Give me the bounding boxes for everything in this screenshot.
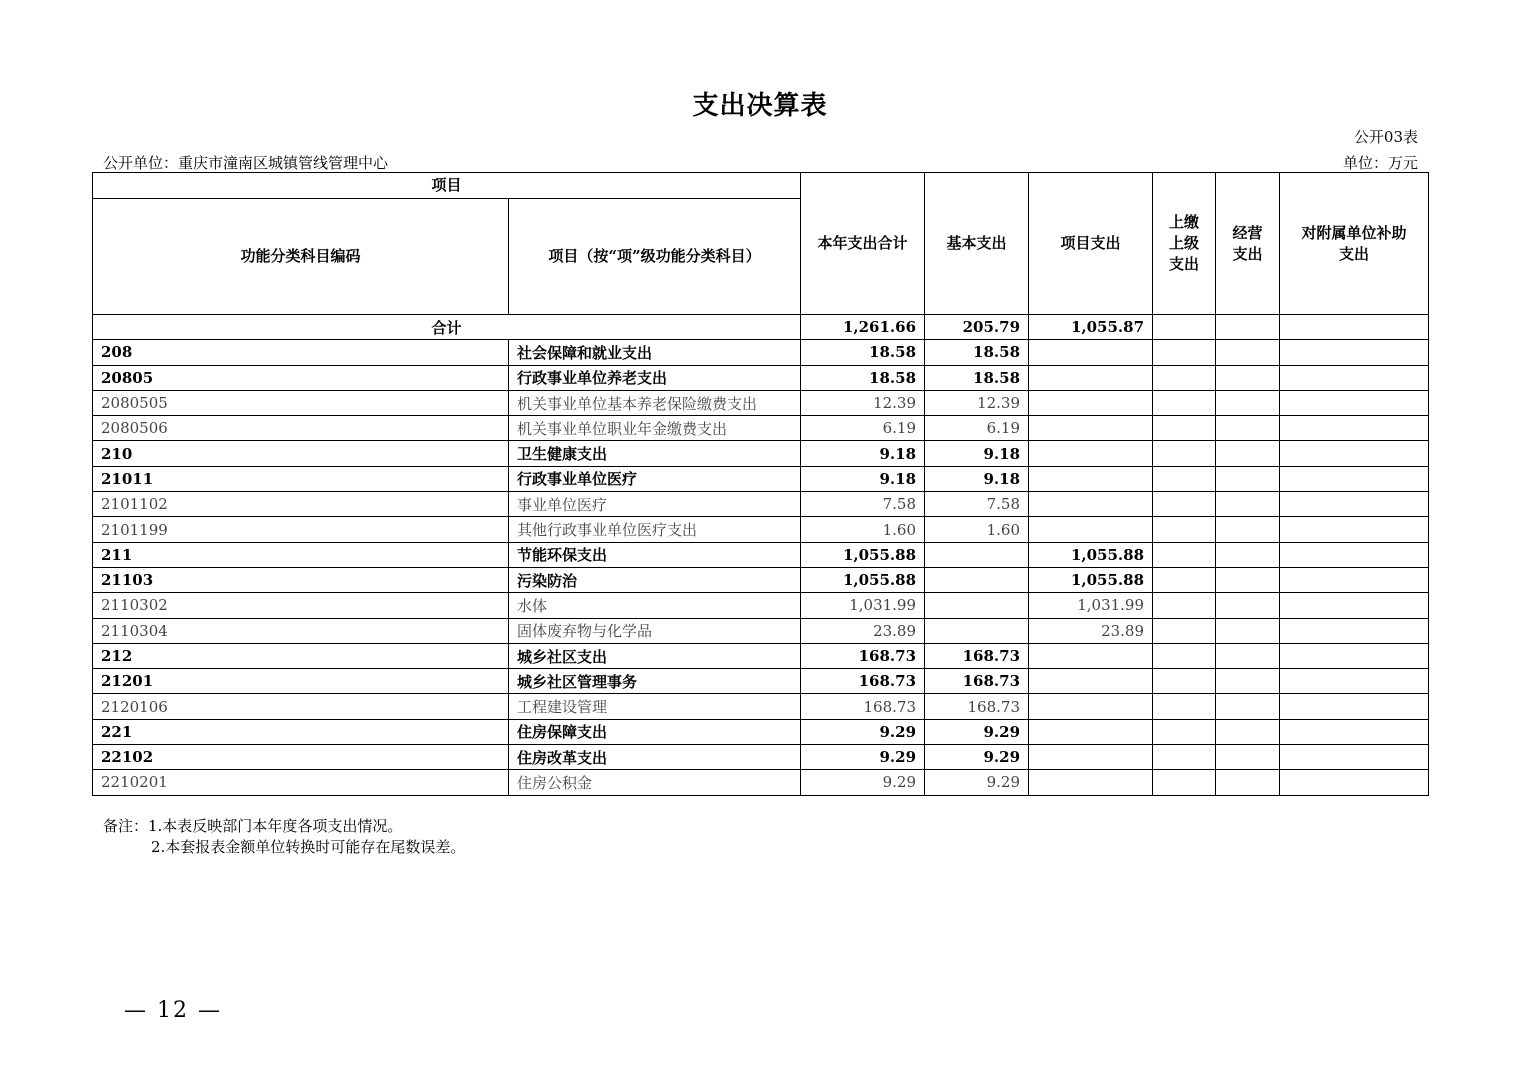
header-total: 本年支出合计 <box>801 173 925 315</box>
row-item-name: 机关事业单位职业年金缴费支出 <box>509 416 801 441</box>
table-row <box>93 492 1429 517</box>
row-basic: 168.73 <box>925 643 1029 668</box>
row-upper <box>1153 517 1216 542</box>
table-row <box>93 416 1429 441</box>
total-label: 合计 <box>93 315 801 340</box>
row-basic: 9.18 <box>925 466 1029 491</box>
row-code: 2110304 <box>93 618 509 643</box>
row-business <box>1216 618 1280 643</box>
row-business <box>1216 694 1280 719</box>
row-basic <box>925 618 1029 643</box>
row-item-name: 固体废弃物与化学品 <box>509 618 801 643</box>
row-upper <box>1153 567 1216 592</box>
row-subsidy <box>1280 340 1429 365</box>
row-item-name: 社会保障和就业支出 <box>509 340 801 365</box>
total-subsidy <box>1280 315 1429 340</box>
total-project: 1,055.87 <box>1029 315 1153 340</box>
row-business <box>1216 669 1280 694</box>
row-code: 2210201 <box>93 770 509 795</box>
row-upper <box>1153 643 1216 668</box>
row-subsidy <box>1280 643 1429 668</box>
row-business <box>1216 441 1280 466</box>
row-code: 2110302 <box>93 593 509 618</box>
table-row <box>93 441 1429 466</box>
row-upper <box>1153 492 1216 517</box>
row-business <box>1216 593 1280 618</box>
row-subsidy <box>1280 365 1429 390</box>
row-project <box>1029 466 1153 491</box>
row-upper <box>1153 694 1216 719</box>
row-code: 208 <box>93 340 509 365</box>
row-total: 23.89 <box>801 618 925 643</box>
row-total: 6.19 <box>801 416 925 441</box>
row-total: 9.18 <box>801 466 925 491</box>
row-business <box>1216 466 1280 491</box>
row-code: 2101199 <box>93 517 509 542</box>
note-line-1: 备注：1.本表反映部门本年度各项支出情况。 <box>103 817 403 835</box>
header-function-code: 功能分类科目编码 <box>93 199 509 315</box>
row-code: 2120106 <box>93 694 509 719</box>
row-basic: 9.29 <box>925 770 1029 795</box>
row-basic: 9.18 <box>925 441 1029 466</box>
row-business <box>1216 719 1280 744</box>
row-total: 9.29 <box>801 770 925 795</box>
row-upper <box>1153 340 1216 365</box>
row-upper <box>1153 745 1216 770</box>
row-subsidy <box>1280 593 1429 618</box>
header-subsidy: 对附属单位补助 支出 <box>1280 173 1429 315</box>
row-business <box>1216 517 1280 542</box>
row-basic: 9.29 <box>925 745 1029 770</box>
row-subsidy <box>1280 745 1429 770</box>
row-total: 18.58 <box>801 365 925 390</box>
row-item-name: 住房保障支出 <box>509 719 801 744</box>
table-row <box>93 593 1429 618</box>
row-business <box>1216 390 1280 415</box>
row-subsidy <box>1280 770 1429 795</box>
row-code: 212 <box>93 643 509 668</box>
header-project: 项目 <box>93 173 801 199</box>
row-subsidy <box>1280 466 1429 491</box>
row-code: 221 <box>93 719 509 744</box>
row-item-name: 城乡社区管理事务 <box>509 669 801 694</box>
row-project: 1,031.99 <box>1029 593 1153 618</box>
row-business <box>1216 567 1280 592</box>
row-item-name: 行政事业单位医疗 <box>509 466 801 491</box>
header-basic: 基本支出 <box>925 173 1029 315</box>
table-row <box>93 340 1429 365</box>
table-row <box>93 669 1429 694</box>
row-project: 23.89 <box>1029 618 1153 643</box>
row-basic: 7.58 <box>925 492 1029 517</box>
page-title: 支出决算表 <box>692 91 828 121</box>
row-code: 2080505 <box>93 390 509 415</box>
table-row <box>93 567 1429 592</box>
row-upper <box>1153 669 1216 694</box>
row-total: 9.29 <box>801 719 925 744</box>
row-item-name: 水体 <box>509 593 801 618</box>
row-project: 1,055.88 <box>1029 567 1153 592</box>
table-row <box>93 365 1429 390</box>
row-basic <box>925 542 1029 567</box>
row-code: 21201 <box>93 669 509 694</box>
row-business <box>1216 340 1280 365</box>
note-line-2: 2.本套报表金额单位转换时可能存在尾数误差。 <box>151 838 466 856</box>
row-item-name: 事业单位医疗 <box>509 492 801 517</box>
row-upper <box>1153 542 1216 567</box>
row-project <box>1029 390 1153 415</box>
row-code: 210 <box>93 441 509 466</box>
row-total: 168.73 <box>801 669 925 694</box>
row-item-name: 节能环保支出 <box>509 542 801 567</box>
row-project <box>1029 340 1153 365</box>
table-row <box>93 390 1429 415</box>
row-business <box>1216 643 1280 668</box>
page-number: — 12 — <box>124 998 222 1023</box>
row-item-name: 污染防治 <box>509 567 801 592</box>
total-upper <box>1153 315 1216 340</box>
table-row <box>93 542 1429 567</box>
row-basic: 12.39 <box>925 390 1029 415</box>
table-row <box>93 694 1429 719</box>
row-upper <box>1153 719 1216 744</box>
currency-unit: 单位：万元 <box>1342 154 1418 172</box>
row-business <box>1216 492 1280 517</box>
row-upper <box>1153 618 1216 643</box>
row-total: 1,055.88 <box>801 567 925 592</box>
row-total: 168.73 <box>801 694 925 719</box>
row-total: 9.29 <box>801 745 925 770</box>
row-basic <box>925 593 1029 618</box>
row-project: 1,055.88 <box>1029 542 1153 567</box>
total-business <box>1216 315 1280 340</box>
row-total: 1,055.88 <box>801 542 925 567</box>
row-code: 211 <box>93 542 509 567</box>
row-total: 7.58 <box>801 492 925 517</box>
row-subsidy <box>1280 567 1429 592</box>
row-project <box>1029 770 1153 795</box>
row-upper <box>1153 441 1216 466</box>
row-upper <box>1153 390 1216 415</box>
row-item-name: 机关事业单位基本养老保险缴费支出 <box>509 390 801 415</box>
table-row <box>93 517 1429 542</box>
row-upper <box>1153 416 1216 441</box>
row-upper <box>1153 466 1216 491</box>
table-row <box>93 770 1429 795</box>
row-business <box>1216 365 1280 390</box>
table-row <box>93 618 1429 643</box>
row-total: 1.60 <box>801 517 925 542</box>
row-total: 12.39 <box>801 390 925 415</box>
row-total: 9.18 <box>801 441 925 466</box>
row-subsidy <box>1280 719 1429 744</box>
row-project <box>1029 643 1153 668</box>
row-item-name: 工程建设管理 <box>509 694 801 719</box>
row-project <box>1029 669 1153 694</box>
row-subsidy <box>1280 517 1429 542</box>
table-row <box>93 643 1429 668</box>
notes <box>103 816 465 858</box>
total-row <box>93 315 1429 340</box>
row-basic: 6.19 <box>925 416 1029 441</box>
row-basic <box>925 567 1029 592</box>
row-basic: 168.73 <box>925 694 1029 719</box>
row-upper <box>1153 365 1216 390</box>
row-basic: 1.60 <box>925 517 1029 542</box>
reporting-unit: 公开单位：重庆市潼南区城镇管线管理中心 <box>103 154 389 172</box>
row-item-name: 其他行政事业单位医疗支出 <box>509 517 801 542</box>
row-project <box>1029 745 1153 770</box>
row-code: 2080506 <box>93 416 509 441</box>
row-code: 22102 <box>93 745 509 770</box>
row-subsidy <box>1280 669 1429 694</box>
row-project <box>1029 441 1153 466</box>
row-project <box>1029 694 1153 719</box>
row-subsidy <box>1280 618 1429 643</box>
row-subsidy <box>1280 416 1429 441</box>
form-number: 公开03表 <box>1353 128 1418 146</box>
row-business <box>1216 745 1280 770</box>
row-subsidy <box>1280 542 1429 567</box>
row-business <box>1216 770 1280 795</box>
row-total: 168.73 <box>801 643 925 668</box>
row-code: 21011 <box>93 466 509 491</box>
header-business: 经营 支出 <box>1216 173 1280 315</box>
row-subsidy <box>1280 694 1429 719</box>
row-basic: 9.29 <box>925 719 1029 744</box>
row-item-name: 卫生健康支出 <box>509 441 801 466</box>
row-basic: 18.58 <box>925 365 1029 390</box>
total-basic: 205.79 <box>925 315 1029 340</box>
row-business <box>1216 416 1280 441</box>
row-project <box>1029 719 1153 744</box>
header-project-expenditure: 项目支出 <box>1029 173 1153 315</box>
row-code: 21103 <box>93 567 509 592</box>
header-item-name: 项目（按“项”级功能分类科目） <box>509 199 801 315</box>
expenditure-table <box>92 172 1429 796</box>
table-row <box>93 745 1429 770</box>
row-item-name: 行政事业单位养老支出 <box>509 365 801 390</box>
row-project <box>1029 416 1153 441</box>
row-total: 1,031.99 <box>801 593 925 618</box>
row-upper <box>1153 770 1216 795</box>
total-amount: 1,261.66 <box>801 315 925 340</box>
row-upper <box>1153 593 1216 618</box>
row-basic: 18.58 <box>925 340 1029 365</box>
row-subsidy <box>1280 441 1429 466</box>
row-basic: 168.73 <box>925 669 1029 694</box>
row-total: 18.58 <box>801 340 925 365</box>
row-item-name: 住房公积金 <box>509 770 801 795</box>
row-code: 20805 <box>93 365 509 390</box>
table-row <box>93 719 1429 744</box>
row-item-name: 住房改革支出 <box>509 745 801 770</box>
header-upper-remit: 上缴 上级 支出 <box>1153 173 1216 315</box>
row-subsidy <box>1280 390 1429 415</box>
row-project <box>1029 365 1153 390</box>
row-project <box>1029 492 1153 517</box>
row-item-name: 城乡社区支出 <box>509 643 801 668</box>
row-project <box>1029 517 1153 542</box>
row-subsidy <box>1280 492 1429 517</box>
row-code: 2101102 <box>93 492 509 517</box>
row-business <box>1216 542 1280 567</box>
table-row <box>93 466 1429 491</box>
